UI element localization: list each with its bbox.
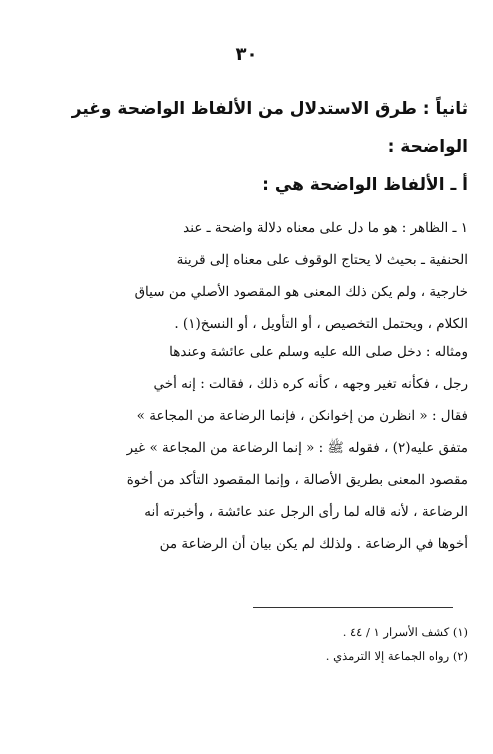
footnote: (٢) رواه الجماعة إلا الترمذي . [325, 649, 468, 663]
text-line: رجل ، فكأنه تغير وجهه ، كأنه كره ذلك ، فقالت : إنه أخي [153, 376, 468, 392]
text-line: الحنفية ـ بحيث لا يحتاج الوقوف على معناه إلى قرينة [176, 252, 468, 268]
footnote: (١) كشف الأسرار ١ / ٤٤ . [342, 625, 468, 639]
text-line: فقال : « انظرن من إخوانكن ، فإنما الرضاعة من المجاعة » [136, 408, 468, 424]
text-line: الرضاعة ، لأنه قاله لما رأى الرجل عند عائشة ، وأخبرته أنه [144, 504, 468, 520]
text-line: الكلام ، ويحتمل التخصيص ، أو التأويل ، أو النسخ(١) . [174, 316, 468, 332]
paragraph-definition [36, 212, 468, 340]
page-number: ٣٠ [235, 44, 258, 65]
text-line: متفق عليه(٢) ، فقوله ﷺ : « إنما الرضاعة من المجاعة » غير [126, 440, 468, 456]
text-line: ١ ـ الظاهر : هو ما دل على معناه دلالة واضحة ـ عند [183, 220, 468, 236]
text-line: مقصود المعنى بطريق الأصالة ، وإنما المقصود التأكد من أخوة [126, 472, 468, 488]
text-line: خارجية ، ولم يكن ذلك المعنى هو المقصود الأصلي من سياق [134, 284, 468, 300]
footnotes [36, 620, 468, 668]
footnote-divider [253, 607, 453, 608]
paragraph-example [36, 336, 468, 560]
subsection-heading: أ ـ الألفاظ الواضحة هي : [262, 175, 468, 195]
text-line: أخوها في الرضاعة . ولذلك لم يكن بيان أن الرضاعة من [159, 536, 468, 552]
section-heading: ثانياً : طرق الاستدلال من الألفاظ الواضحة وغير الواضحة : [71, 99, 468, 157]
text-line: ومثاله : دخل صلى الله عليه وسلم على عائشة وعندها [169, 344, 468, 360]
